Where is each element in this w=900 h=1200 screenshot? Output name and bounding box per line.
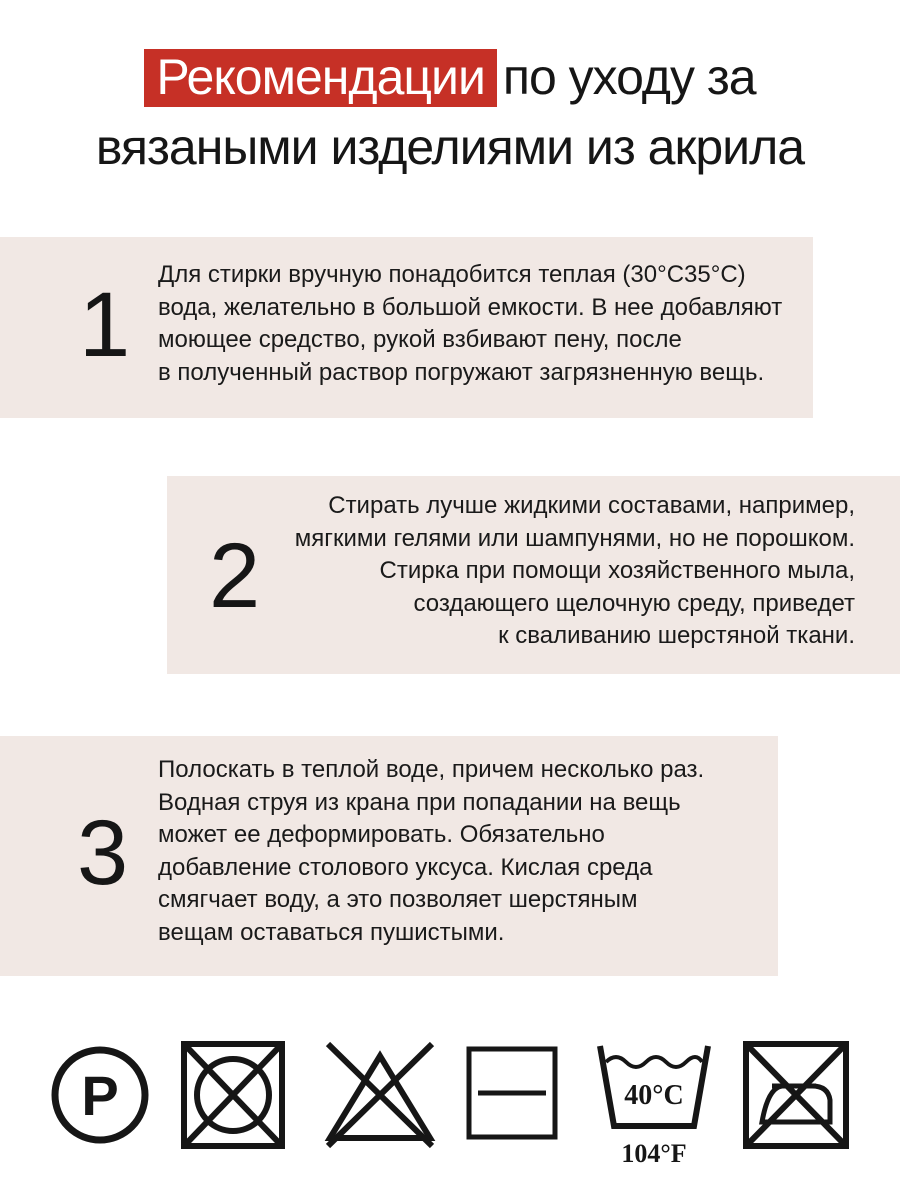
- title-line-1: [0, 42, 900, 112]
- step-number: 3: [77, 802, 129, 904]
- step-text: [158, 754, 704, 949]
- step-text-line: может ее деформировать. Обязательно: [158, 821, 605, 848]
- title-line-2: вязаными изделиями из акрила: [95, 119, 805, 175]
- professional-cleaning-p-icon: [50, 1045, 150, 1145]
- step-text: [295, 490, 855, 653]
- step-number: 1: [79, 274, 131, 376]
- wash-40-icon: [594, 1040, 714, 1168]
- care-icons-row: [0, 1030, 900, 1170]
- page-title: [0, 42, 900, 182]
- step-text-line: мягкими гелями или шампунями, но не порошком.: [294, 524, 855, 552]
- wash-fahrenheit: 104°F: [621, 1139, 687, 1168]
- step-number: 2: [209, 525, 261, 627]
- step-text-line: вещам оставаться пушистыми.: [158, 918, 505, 946]
- do-not-bleach-icon: [322, 1040, 438, 1150]
- step-text-line: Полоскать в теплой воде, причем несколько раз.: [158, 756, 705, 783]
- step-text-line: моющее средство, рукой взбивают пену, после: [158, 326, 682, 353]
- title-rest: по уходу за: [502, 49, 756, 105]
- step-text-line: Водная струя из крана при попадании на вещь: [158, 788, 681, 816]
- step-text: [158, 259, 782, 389]
- wash-celsius: 40°C: [624, 1080, 684, 1111]
- title-highlight: Рекомендации: [144, 49, 496, 107]
- step-card-3: [0, 736, 778, 976]
- step-text-line: создающего щелочную среду, приведет: [413, 589, 855, 617]
- p-letter: P: [81, 1064, 119, 1127]
- step-text-line: к сваливанию шерстяной ткани.: [498, 622, 855, 649]
- dry-flat-icon: [466, 1046, 558, 1140]
- step-text-line: смягчает воду, а это позволяет шерстяным: [158, 886, 638, 913]
- step-card-2: [167, 476, 900, 674]
- step-text-line: добавление столового уксуса. Кислая среда: [158, 853, 653, 881]
- step-text-line: вода, желательно в большой емкости. В нее добавляют: [158, 293, 783, 321]
- do-not-iron-icon: [742, 1040, 850, 1150]
- step-text-line: Для стирки вручную понадобится теплая (30°С35°С): [158, 261, 746, 288]
- step-text-line: Стирать лучше жидкими составами, например,: [328, 492, 855, 519]
- do-not-tumble-dry-icon: [180, 1040, 286, 1150]
- step-text-line: в полученный раствор погружают загрязненную вещь.: [158, 358, 765, 386]
- step-text-line: Стирка при помощи хозяйственного мыла,: [379, 557, 855, 584]
- step-card-1: [0, 237, 813, 418]
